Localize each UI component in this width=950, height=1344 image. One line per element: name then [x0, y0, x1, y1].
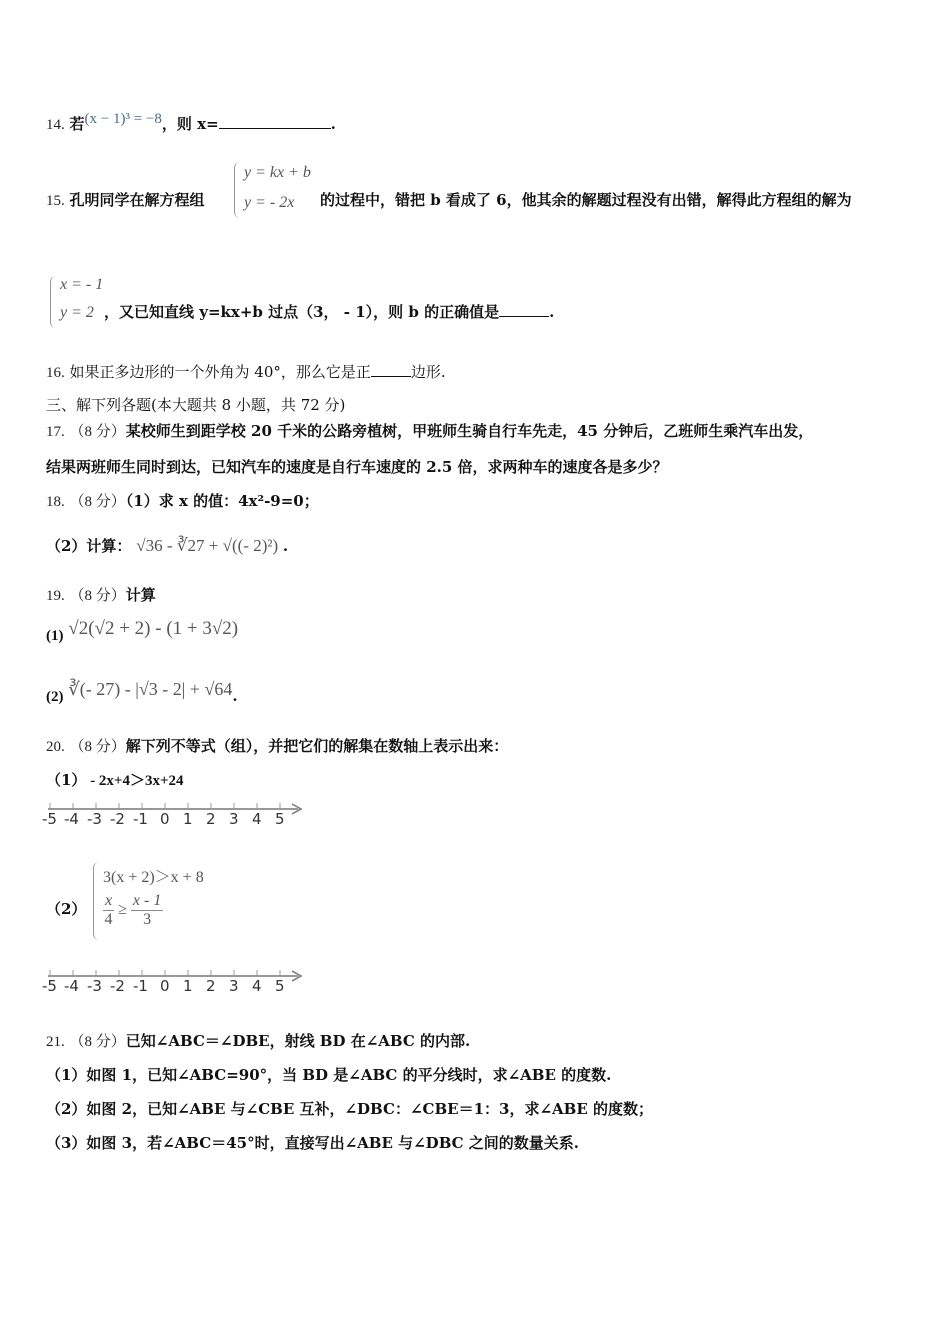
brace-icon [93, 862, 100, 940]
question-number: 15. [46, 193, 65, 209]
question-15: 15. 孔明同学在解方程组 [46, 191, 205, 209]
question-21-part3: （3）如图 3，若∠ABC＝45°时，直接写出∠ABE 与∠DBC 之间的数量关系. [46, 1134, 580, 1152]
score: （8 分） [69, 1034, 126, 1050]
formula: (x − 1)³ = −8 [84, 111, 162, 127]
math-expression: ∛(- 27) - |√3 - 2| + √64 [68, 679, 233, 699]
question-15-line2: ，又已知直线 y=kx+b 过点（3， - 1），则 b 的正确值是 . [104, 303, 555, 321]
question-18: 18. （8 分）（1）求 x 的值：4x²-9=0； [46, 492, 319, 510]
inequality-system: 3(x + 2)＞x + 8 $\frac{x}{4}$ ≥ $\frac{x - 1}{3}$ [93, 862, 223, 942]
answer-blank[interactable] [219, 114, 331, 129]
question-17: 17. （8 分）某校师生到距学校 20 千米的公路旁植树，甲班师生骑自行车先走，45 分钟后，乙班师生乘汽车出发， [46, 422, 814, 440]
question-number: 18. [46, 494, 65, 510]
score: （8 分） [69, 494, 126, 510]
question-21-part2: （2）如图 2，已知∠ABE 与∠CBE 互补，∠DBC：∠CBE＝1：3，求∠ABE 的度数； [46, 1100, 653, 1118]
question-number: 21. [46, 1034, 65, 1050]
equation-system: y = kx + b y = - 2x [234, 162, 324, 220]
question-21-part1: （1）如图 1，已知∠ABC=90°，当 BD 是∠ABC 的平分线时，求∠ABE 的度数. [46, 1066, 612, 1084]
question-19: 19. （8 分）计算 [46, 586, 156, 604]
question-18-part2: （2）计算： √36 - ∛27 + √((- 2)²) . [46, 536, 289, 555]
question-16: 16. 如果正多边形的一个外角为 40°，那么它是正 边形. [46, 363, 446, 381]
question-15-cont: 的过程中，错把 b 看成了 6，他其余的解题过程没有出错，解得此方程组的解为 [320, 191, 852, 209]
brace-icon [50, 276, 57, 328]
number-line-1: -5 -4 -3 -2 -1 0 1 2 3 4 5 [46, 798, 306, 830]
question-17-line2: 结果两班师生同时到达，已知汽车的速度是自行车速度的 2.5 倍，求两种车的速度各是多少？ [46, 458, 668, 476]
brace-icon [234, 162, 241, 218]
question-20: 20. （8 分）解下列不等式（组），并把它们的解集在数轴上表示出来： [46, 737, 509, 755]
number-line-2: -5 -4 -3 -2 -1 0 1 2 3 4 5 [46, 965, 306, 997]
question-20-part1: （1） - 2x+4＞3x+24 [46, 771, 184, 789]
math-expression: √2(√2 + 2) - (1 + 3√2) [68, 618, 239, 639]
question-number: 20. [46, 739, 65, 755]
question-19-part1: (1) √2(√2 + 2) - (1 + 3√2) [46, 618, 239, 644]
question-number: 19. [46, 588, 65, 604]
math-expression: √36 - ∛27 + √((- 2)²) [136, 536, 279, 555]
question-number: 17. [46, 424, 65, 440]
question-number: 16. [46, 365, 65, 381]
question-14: 14. 若(x − 1)³ = −8，则 x= . [46, 111, 336, 133]
section-title: 三、解下列各题(本大题共 8 小题，共 72 分) [46, 396, 346, 414]
answer-blank[interactable] [371, 362, 411, 377]
score: （8 分） [69, 424, 126, 440]
score: （8 分） [69, 739, 126, 755]
question-21: 21. （8 分）已知∠ABC＝∠DBE，射线 BD 在∠ABC 的内部. [46, 1032, 471, 1050]
score: （8 分） [69, 588, 126, 604]
question-number: 14. [46, 117, 65, 133]
answer-blank[interactable] [499, 302, 549, 317]
solution-system: x = - 1 y = 2 [50, 276, 120, 330]
question-19-part2: (2) ∛(- 27) - |√3 - 2| + √64. [46, 679, 238, 705]
question-20-part2-label: （2） [46, 900, 87, 918]
